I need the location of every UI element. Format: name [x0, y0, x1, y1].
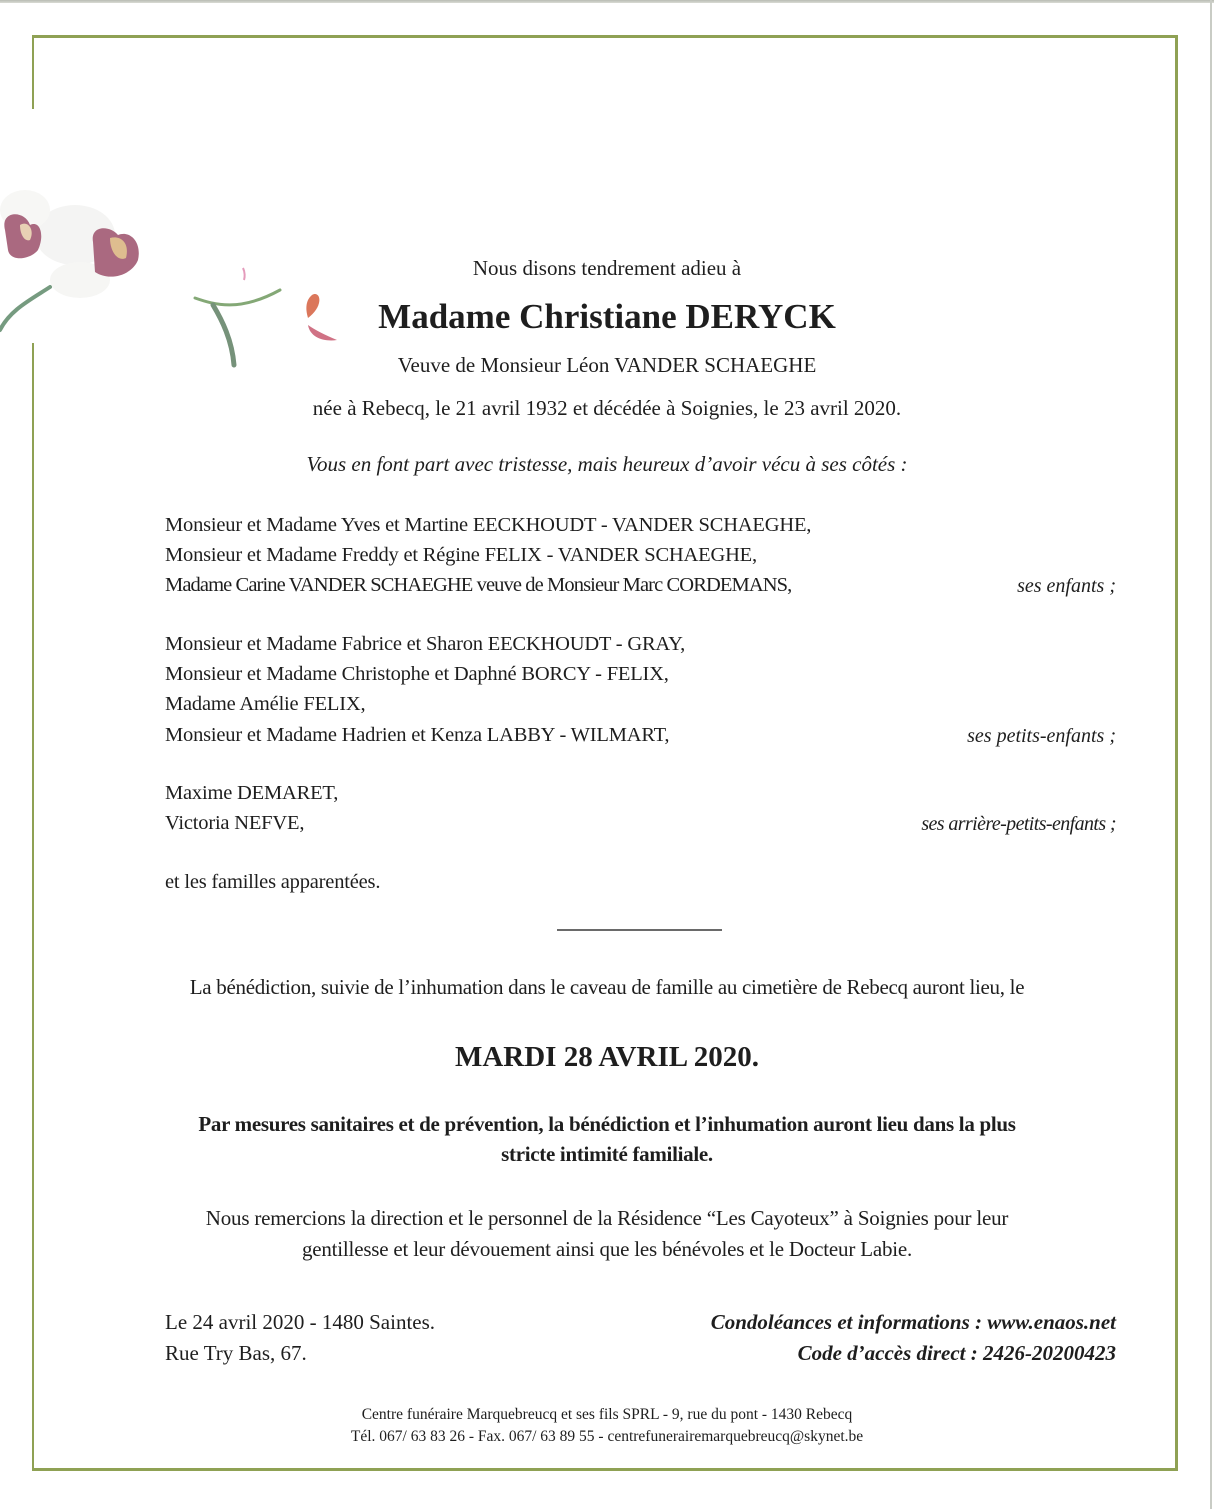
- relation-label-children: ses enfants ;: [1017, 575, 1116, 597]
- relation-label-grandchildren: ses petits-enfants ;: [967, 725, 1116, 747]
- family-member: Monsieur et Madame Freddy et Régine FELIX - VANDER SCHAEGHE,: [165, 544, 757, 566]
- frame-border-bottom: [32, 1468, 1178, 1471]
- lead-in-text: Vous en font part avec tristesse, mais heureux d’avoir vécu à ses côtés :: [306, 452, 908, 476]
- scan-edge-top: [0, 0, 1214, 3]
- family-member: Victoria NEFVE,: [165, 812, 305, 834]
- scan-edge-right: [1210, 0, 1212, 1509]
- relation-label-great-grandchildren: ses arrière-petits-enfants ;: [921, 813, 1116, 835]
- thanks-line: Nous remercions la direction et le personnel de la Résidence “Les Cayoteux” à Soignies pour leur: [205, 1206, 1009, 1230]
- birth-death-text: née à Rebecq, le 21 avril 1932 et décédée à Soignies, le 23 avril 2020.: [312, 396, 902, 420]
- thanks-line: gentillesse et leur dévouement ainsi que les bénévoles et le Docteur Labie.: [301, 1237, 913, 1261]
- access-code-text: Code d’accès direct : 2426-20200423: [797, 1341, 1116, 1365]
- frame-border-top: [32, 35, 1178, 38]
- section-divider: [557, 929, 722, 931]
- widow-of-text: Veuve de Monsieur Léon VANDER SCHAEGHE: [397, 353, 817, 377]
- family-member: Monsieur et Madame Yves et Martine EECKHOUDT - VANDER SCHAEGHE,: [165, 514, 812, 536]
- family-member: Maxime DEMARET,: [165, 782, 339, 804]
- intro-text: Nous disons tendrement adieu à: [472, 256, 742, 280]
- place-date-text: Le 24 avril 2020 - 1480 Saintes.: [165, 1310, 436, 1334]
- sanitary-notice-line: Par mesures sanitaires et de prévention, la bénédiction et l’inhumation auront lieu dans la plus: [198, 1112, 1016, 1136]
- family-member: Monsieur et Madame Christophe et Daphné BORCY - FELIX,: [165, 663, 669, 685]
- frame-border-left-lower: [32, 343, 34, 1471]
- ceremony-text: La bénédiction, suivie de l’inhumation dans le caveau de famille au cimetière de Rebecq auront lieu, le: [189, 975, 1025, 999]
- ceremony-date: MARDI 28 AVRIL 2020.: [454, 1041, 759, 1073]
- family-member: Madame Amélie FELIX,: [165, 693, 366, 715]
- family-member: Madame Carine VANDER SCHAEGHE veuve de Monsieur Marc CORDEMANS,: [165, 574, 792, 596]
- address-text: Rue Try Bas, 67.: [165, 1341, 307, 1365]
- family-member: Monsieur et Madame Fabrice et Sharon EECKHOUDT - GRAY,: [165, 633, 686, 655]
- condolences-link[interactable]: Condoléances et informations : www.enaos.net: [710, 1310, 1116, 1334]
- sanitary-notice-line: stricte intimité familiale.: [501, 1142, 713, 1166]
- frame-border-left-upper: [32, 35, 34, 109]
- funeral-home-contact: Tél. 067/ 63 83 26 - Fax. 067/ 63 89 55 - centrefunerairemarquebreucq@skynet.be: [350, 1428, 864, 1445]
- deceased-name: Madame Christiane DERYCK: [378, 297, 836, 336]
- funeral-home-line: Centre funéraire Marquebreucq et ses fils SPRL - 9, rue du pont - 1430 Rebecq: [361, 1406, 853, 1423]
- family-member: Monsieur et Madame Hadrien et Kenza LABBY - WILMART,: [165, 724, 670, 746]
- related-families-text: et les familles apparentées.: [165, 871, 381, 893]
